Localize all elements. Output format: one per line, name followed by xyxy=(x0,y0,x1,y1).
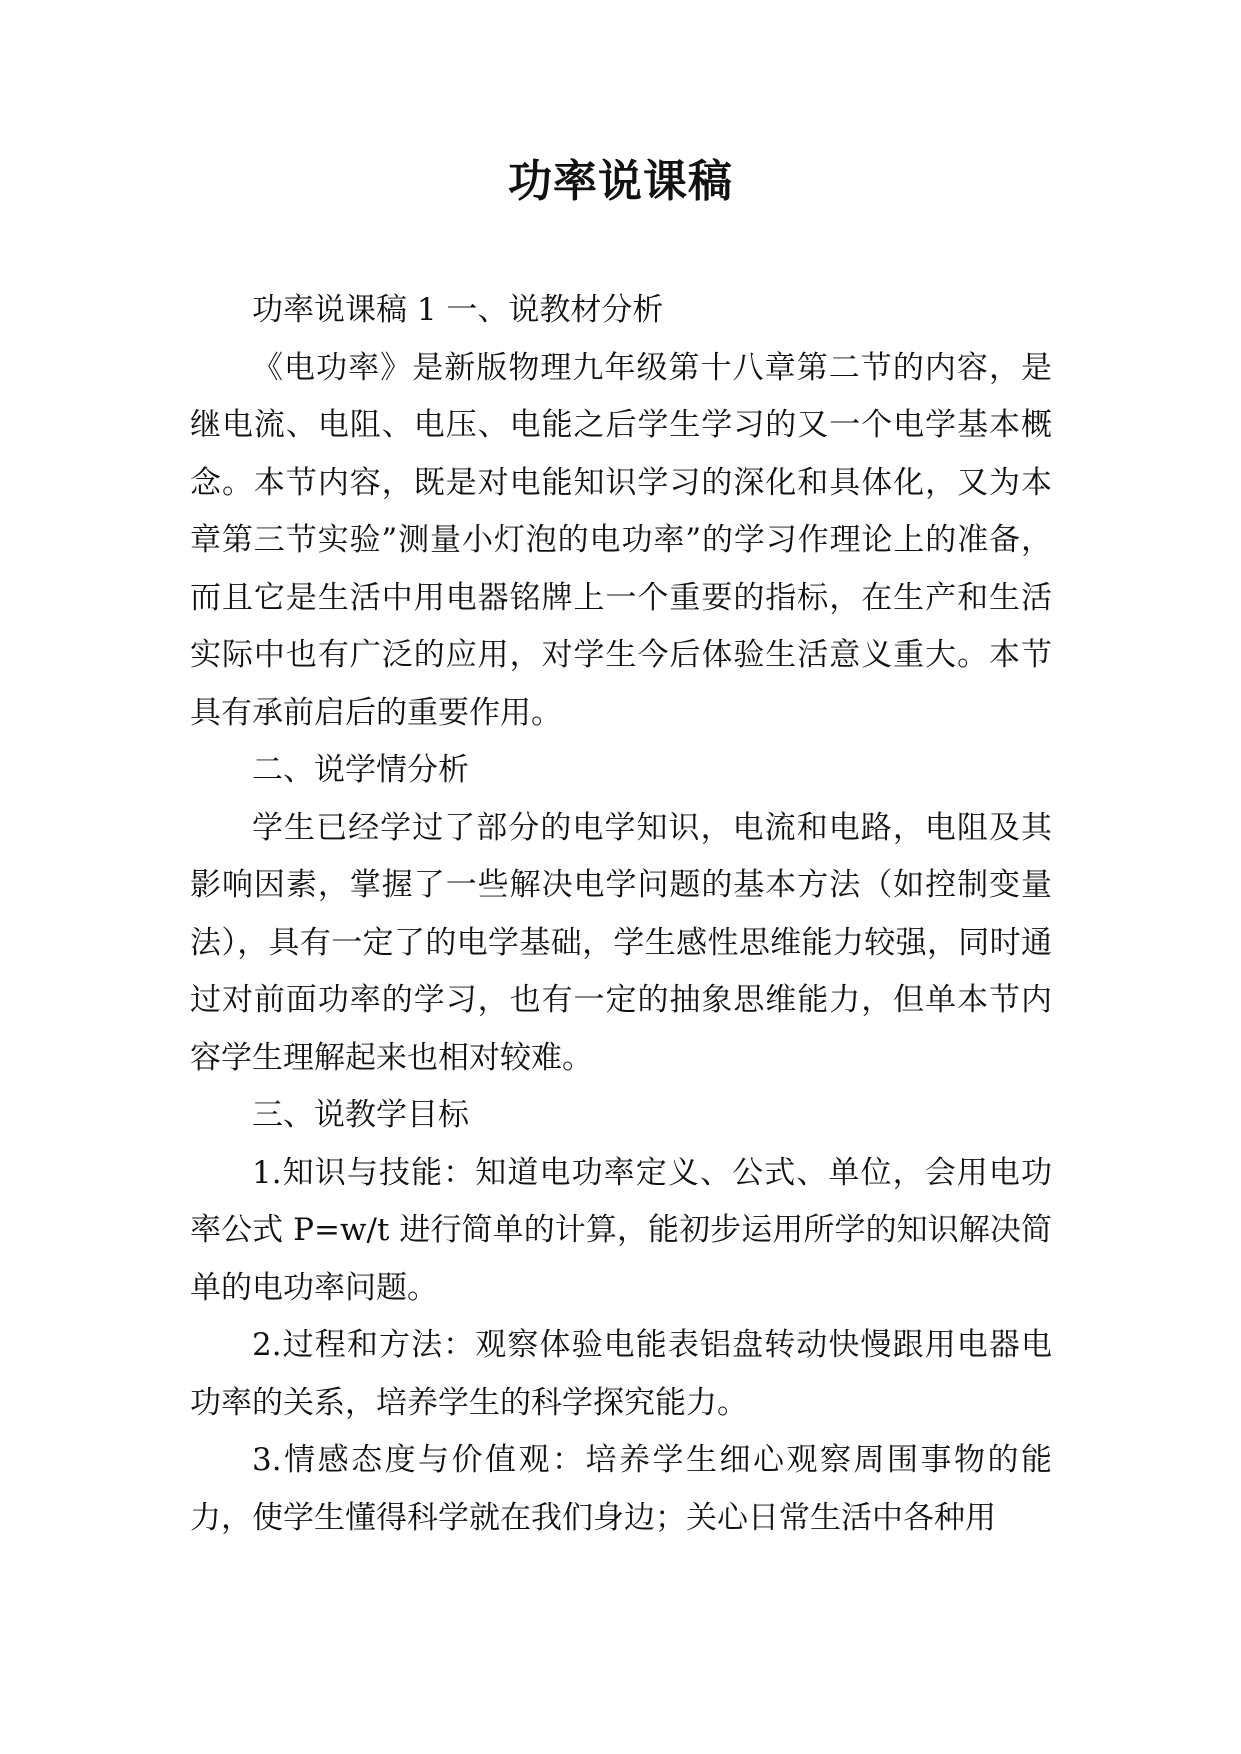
paragraph-goal-emotion: 3.情感态度与价值观：培养学生细心观察周围事物的能力，使学生懂得科学就在我们身边；关心日常生活中各种用 xyxy=(190,1442,1052,1536)
paragraph-goal-knowledge: 1.知识与技能：知道电功率定义、公式、单位，会用电功率公式 P=w/t 进行简单的计算，能初步运用所学的知识解决简单的电功率问题。 xyxy=(190,1154,1052,1306)
document-title: 功率说课稿 xyxy=(508,156,733,207)
paragraph-section-2-heading: 二、说学情分析 xyxy=(252,752,469,788)
paragraph-goal-process: 2.过程和方法：观察体验电能表铝盘转动快慢跟用电器电功率的关系，培养学生的科学探究能力。 xyxy=(190,1327,1052,1421)
paragraph-section-1-heading: 功率说课稿 1 一、说教材分析 xyxy=(252,292,664,328)
paragraph-textbook-analysis: 《电功率》是新版物理九年级第十八章第二节的内容，是继电流、电阻、电压、电能之后学生学习的又一个电学基本概念。本节内容，既是对电能知识学习的深化和具体化，又为本章第三节实验”测量小灯泡的电功率”的学习作理论上的准备，而且它是生活中用电器铭牌上一个重要的指标，在生产和生活实际中也有广泛的应用，对学生今后体验生活意义重大。本节具有承前启后的重要作用。 xyxy=(190,349,1052,731)
document-body xyxy=(190,282,1052,1547)
paragraph-section-3-heading: 三、说教学目标 xyxy=(252,1097,469,1133)
paragraph-student-analysis: 学生已经学过了部分的电学知识，电流和电路，电阻及其影响因素，掌握了一些解决电学问题的基本方法（如控制变量法），具有一定了的电学基础，学生感性思维能力较强，同时通过对前面功率的学习，也有一定的抽象思维能力，但单本节内容学生理解起来也相对较难。 xyxy=(190,809,1052,1076)
